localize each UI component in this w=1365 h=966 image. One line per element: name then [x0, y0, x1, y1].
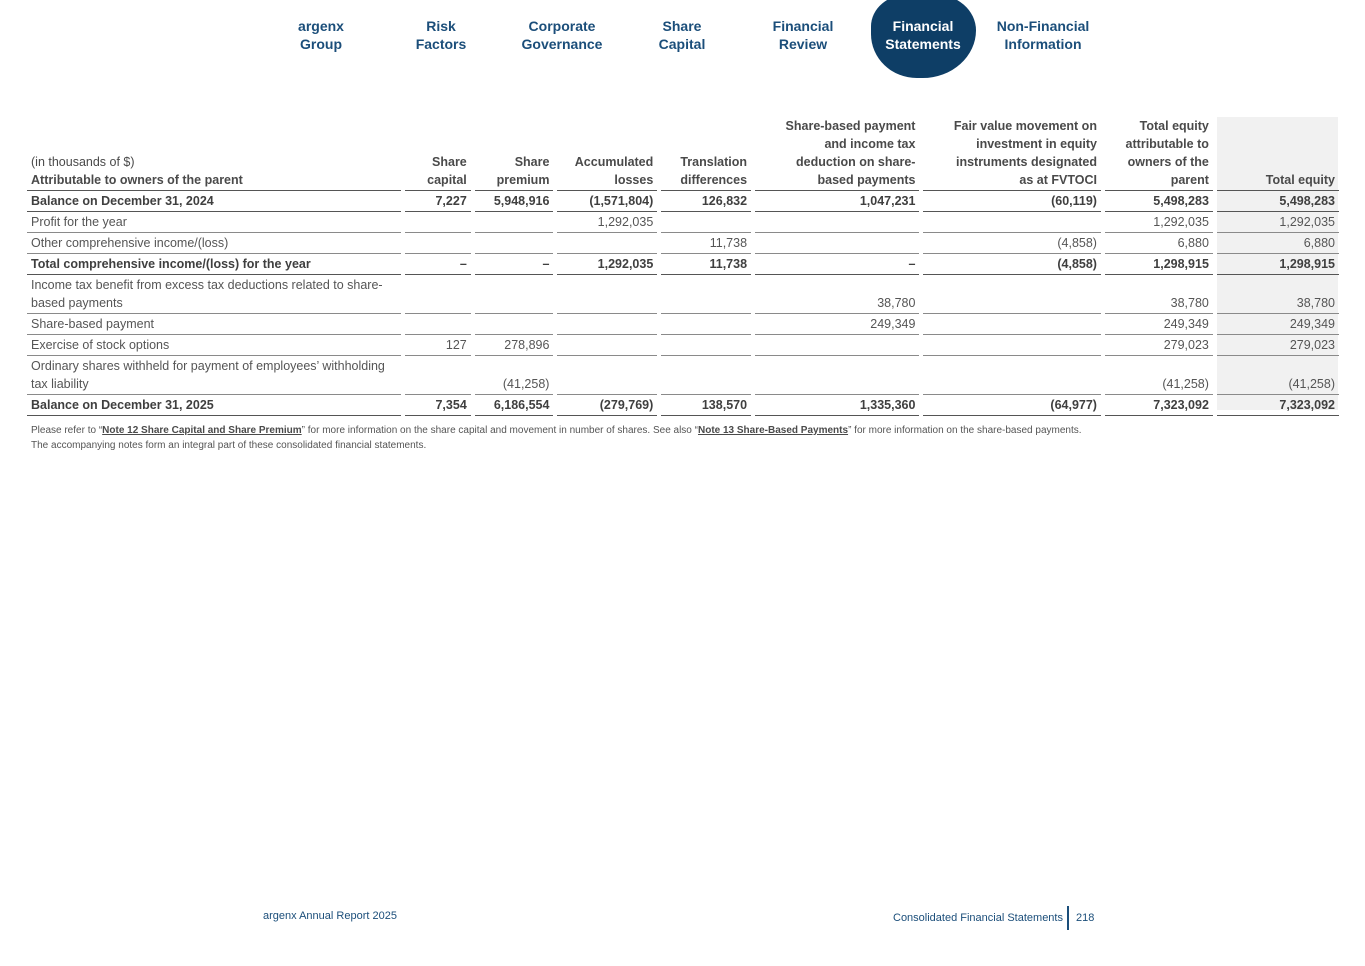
footer-divider — [1067, 906, 1069, 930]
nav-label: Financial — [892, 18, 954, 34]
cell: 6,880 — [1217, 233, 1339, 254]
cell: 38,780 — [755, 275, 919, 314]
cell: 1,298,915 — [1217, 254, 1339, 275]
nav-label: Share — [662, 18, 702, 34]
cell: 249,349 — [1217, 314, 1339, 335]
cell: 1,292,035 — [1217, 212, 1339, 233]
cell: 11,738 — [661, 233, 751, 254]
cell — [405, 314, 471, 335]
cell: 1,047,231 — [755, 191, 919, 212]
nav-label: Information — [1004, 36, 1082, 52]
table-row — [27, 356, 1339, 395]
col-translation-differences: Translation differences — [661, 117, 751, 191]
cell: – — [405, 254, 471, 275]
cell — [475, 275, 554, 314]
cell: (60,119) — [923, 191, 1101, 212]
cell: 6,880 — [1105, 233, 1213, 254]
cell — [557, 233, 657, 254]
cell: 278,896 — [475, 335, 554, 356]
note-12-link[interactable]: Note 12 Share Capital and Share Premium — [102, 425, 302, 436]
cell — [405, 275, 471, 314]
cell: 127 — [405, 335, 471, 356]
col-total-equity: Total equity — [1217, 117, 1339, 191]
col-share-capital: Share capital — [405, 117, 471, 191]
cell — [923, 314, 1101, 335]
cell: (41,258) — [1217, 356, 1339, 395]
row-label: Income tax benefit from excess tax deductions related to share-based payments — [27, 275, 401, 314]
nav-label: Governance — [521, 36, 603, 52]
cell: 279,023 — [1105, 335, 1213, 356]
cell — [557, 314, 657, 335]
cell — [557, 275, 657, 314]
cell — [923, 212, 1101, 233]
cell: (64,977) — [923, 395, 1101, 416]
equity-table — [23, 117, 1343, 416]
nav-share-capital[interactable] — [627, 17, 737, 53]
table-row — [27, 254, 1339, 275]
row-label: Profit for the year — [27, 212, 401, 233]
cell: – — [755, 254, 919, 275]
cell: 11,738 — [661, 254, 751, 275]
col-accumulated-losses: Accumulated losses — [557, 117, 657, 191]
nav-corporate-governance[interactable] — [507, 17, 617, 53]
cell — [475, 233, 554, 254]
page-number: 218 — [1075, 912, 1095, 924]
row-label: Exercise of stock options — [27, 335, 401, 356]
col-fair-value-movement: Fair value movement on investment in equity instruments designated as at FVTOCI — [923, 117, 1101, 191]
cell — [755, 212, 919, 233]
cell: (4,858) — [923, 254, 1101, 275]
cell — [755, 335, 919, 356]
nav-label: Factors — [415, 36, 467, 52]
cell: (1,571,804) — [557, 191, 657, 212]
cell — [557, 356, 657, 395]
nav-label: Statements — [885, 36, 961, 52]
table-row — [27, 275, 1339, 314]
cell — [661, 335, 751, 356]
cell: 1,292,035 — [557, 254, 657, 275]
nav-argenx-group[interactable] — [266, 17, 376, 53]
row-group-label: Attributable to owners of the parent — [31, 173, 243, 187]
col-share-premium: Share premium — [475, 117, 554, 191]
cell: – — [475, 254, 554, 275]
cell: 5,498,283 — [1105, 191, 1213, 212]
footer-report-title: argenx Annual Report 2025 — [263, 910, 397, 922]
cell: 38,780 — [1105, 275, 1213, 314]
nav-label: Group — [300, 36, 342, 52]
cell — [557, 335, 657, 356]
unit-label: (in thousands of $) — [31, 155, 135, 169]
cell — [923, 275, 1101, 314]
nav-label: argenx — [298, 18, 344, 34]
cell — [661, 314, 751, 335]
cell: 7,323,092 — [1105, 395, 1213, 416]
nav-label: Risk — [426, 18, 456, 34]
cell: (279,769) — [557, 395, 657, 416]
equity-statement — [27, 117, 1339, 416]
nav-label: Review — [778, 36, 828, 52]
row-label: Balance on December 31, 2025 — [27, 395, 401, 416]
table-notes: Please refer to “Note 12 Share Capital and Share Premium” for more information on the share capital and movement in number of shares. See also “Note 13 Share-Based Payments” for more information on the share-based payments. The accompanying notes form an integral part of these consolidated financial statements. — [31, 424, 1082, 453]
table-row — [27, 314, 1339, 335]
footer-page-info — [893, 906, 1094, 930]
cell: 7,354 — [405, 395, 471, 416]
cell: 1,292,035 — [1105, 212, 1213, 233]
row-label: Total comprehensive income/(loss) for the year — [27, 254, 401, 275]
cell: 1,298,915 — [1105, 254, 1213, 275]
nav-non-financial-information[interactable] — [988, 17, 1098, 53]
row-label: Balance on December 31, 2024 — [27, 191, 401, 212]
cell — [923, 335, 1101, 356]
cell: 1,292,035 — [557, 212, 657, 233]
nav-risk-factors[interactable] — [386, 17, 496, 53]
cell — [755, 233, 919, 254]
cell — [405, 212, 471, 233]
table-row — [27, 212, 1339, 233]
cell: 38,780 — [1217, 275, 1339, 314]
cell: 7,323,092 — [1217, 395, 1339, 416]
cell: 279,023 — [1217, 335, 1339, 356]
footer-section-title: Consolidated Financial Statements — [893, 912, 1063, 924]
col-total-equity-owners: Total equity attributable to owners of the parent — [1105, 117, 1213, 191]
cell — [661, 212, 751, 233]
table-row — [27, 233, 1339, 254]
row-label: Ordinary shares withheld for payment of employees’ withholding tax liability — [27, 356, 401, 395]
table-row — [27, 335, 1339, 356]
cell: 1,335,360 — [755, 395, 919, 416]
nav-label: Corporate — [528, 18, 596, 34]
cell — [475, 314, 554, 335]
cell: 5,498,283 — [1217, 191, 1339, 212]
row-label: Other comprehensive income/(loss) — [27, 233, 401, 254]
top-navigation — [0, 0, 1365, 80]
cell: 126,832 — [661, 191, 751, 212]
nav-label: Non-Financial — [996, 18, 1090, 34]
cell — [923, 356, 1101, 395]
cell — [405, 233, 471, 254]
cell: (41,258) — [475, 356, 554, 395]
cell: 249,349 — [755, 314, 919, 335]
cell — [475, 212, 554, 233]
cell — [661, 356, 751, 395]
table-header-row — [27, 117, 1339, 191]
cell — [661, 275, 751, 314]
notes-disclaimer: The accompanying notes form an integral part of these consolidated financial statements. — [31, 439, 427, 451]
nav-financial-statements[interactable] — [868, 17, 978, 53]
table-row — [27, 191, 1339, 212]
cell — [755, 356, 919, 395]
cell: 249,349 — [1105, 314, 1213, 335]
nav-label: Financial — [772, 18, 834, 34]
header-label — [27, 117, 401, 191]
cell: (4,858) — [923, 233, 1101, 254]
cell: 5,948,916 — [475, 191, 554, 212]
nav-label: Capital — [658, 36, 706, 52]
cell: (41,258) — [1105, 356, 1213, 395]
nav-financial-review[interactable] — [748, 17, 858, 53]
note-13-link[interactable]: Note 13 Share-Based Payments — [697, 425, 849, 436]
cell: 6,186,554 — [475, 395, 554, 416]
cell: 138,570 — [661, 395, 751, 416]
row-label: Share-based payment — [27, 314, 401, 335]
cell: 7,227 — [405, 191, 471, 212]
col-share-based-payment: Share-based payment and income tax deduction on share- based payments — [755, 117, 919, 191]
cell — [405, 356, 471, 395]
table-row — [27, 395, 1339, 416]
